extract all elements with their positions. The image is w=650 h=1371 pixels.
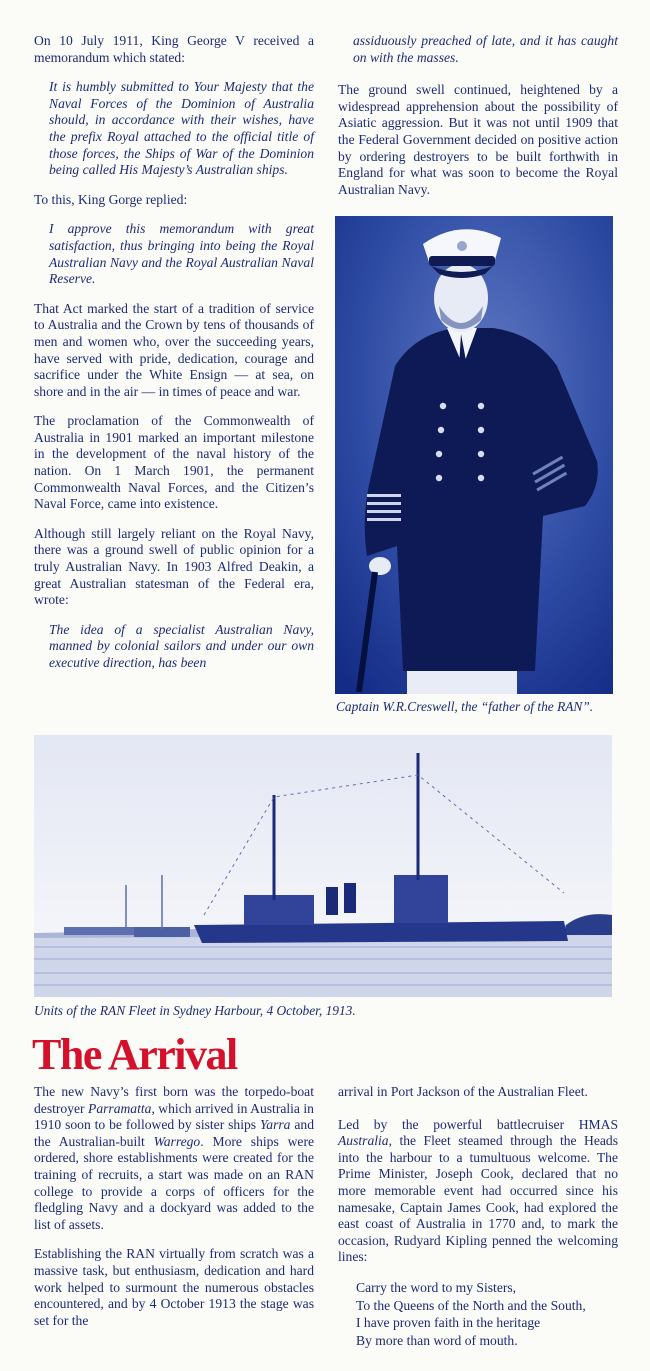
- tradition-paragraph: That Act marked the start of a tradition of service to Australia and the Crown by tens of thousands of men and women who, over the succeeding years, have served with pride, dedication, courage and sacrifice under the White Ensign — at sea, on shore and in the air — in times of peace and war.: [34, 300, 314, 399]
- captain-caption: Captain W.R.Creswell, the “father of the RAN”.: [336, 699, 594, 714]
- fleet-caption: Units of the RAN Fleet in Sydney Harbour, 4 October, 1913.: [34, 1003, 356, 1018]
- memo-intro: On 10 July 1911, King George V received a memorandum which stated:: [34, 33, 314, 65]
- verse-line: To the Queens of the North and the South,: [356, 1297, 586, 1313]
- text-run: . More ships were ordered, shore establishments were created for the training of recruits, a start was made on an RAN college to provide a corps of officers for the fledgling Navy and a dockyard was added to the list of assets.: [34, 1133, 315, 1232]
- memo-quote: It is humbly submitted to Your Majesty that the Naval Forces of the Dominion of Australia should, in accordance with their wishes, have the prefix Royal attached to the official title of those forces, the Ships of War of the Dominion being called His Majesty’s Australian ships.: [49, 79, 314, 178]
- text-run: and the Australian-built: [34, 1117, 314, 1149]
- ship-name: Parramatta: [88, 1100, 152, 1116]
- arrival-right-column: [338, 1084, 618, 1349]
- king-reply-quote: I approve this memorandum with great satisfaction, thus bringing into being the Royal Australian Navy and the Royal Australian Naval Reserve.: [49, 221, 314, 287]
- arrival-left-column: [34, 1084, 314, 1329]
- verse-line: I have proven faith in the heritage: [356, 1315, 541, 1331]
- captain-portrait: [335, 216, 613, 694]
- right-column: [338, 33, 618, 211]
- text-run: , the Fleet steamed through the Heads into the harbour to a tumultuous welcome. The Prime Minister, Joseph Cook, declared that no more memorable event had occurred since his namesake, Captain James Cook, had explored the east coast of Australia in 1770 and, to mark the occasion, Rudyard Kipling penned the welcoming lines:: [338, 1133, 618, 1265]
- deakin-quote: The idea of a specialist Australian Navy, manned by colonial sailors and under our own executive direction, has been: [49, 621, 314, 670]
- verse-line: By more than word of mouth.: [356, 1332, 518, 1348]
- section-heading: The Arrival: [32, 1030, 237, 1079]
- asiatic-paragraph: The ground swell continued, heightened by a widespread apprehension about the possibility of Asiatic aggression. But it was not until 1909 that the Federal Government decided on positive action by ordering destroyers to be built forthwith in England for what was soon to become the Royal Australian Navy.: [338, 82, 618, 197]
- ground-swell-paragraph: Although still largely reliant on the Royal Navy, there was a ground swell of public opinion for a truly Australian Navy. In 1903 Alfred Deakin, a great Australian statesman of the Federal era, wrote:: [34, 525, 314, 608]
- deakin-quote-continued: assiduously preached of late, and it has caught on with the masses.: [353, 33, 618, 65]
- port-jackson-paragraph: arrival in Port Jackson of the Australian Fleet.: [338, 1084, 588, 1099]
- first-born-paragraph: [34, 1084, 314, 1233]
- left-column: [34, 33, 314, 672]
- kipling-verse: [356, 1279, 618, 1349]
- ship-name: Australia: [338, 1133, 389, 1149]
- text-run: , which arrived in Australia in 1910 soon to be followed by sister ships: [34, 1100, 314, 1133]
- ship-name: Warrego: [153, 1133, 201, 1149]
- establishing-paragraph: Establishing the RAN virtually from scratch was a massive task, but enthusiasm, dedication and hard work helped to surmount the numerous obstacles encountered, and by 4 October 1913 the stage was set for the: [34, 1246, 314, 1328]
- commonwealth-paragraph: The proclamation of the Commonwealth of Australia in 1901 marked an important milestone in the development of the naval history of the nation. On 1 March 1901, the permanent Commonwealth Naval Forces, and the Citizen’s Naval Force, came into existence.: [34, 413, 314, 512]
- fleet-welcome-paragraph: [338, 1117, 618, 1266]
- text-run: The new Navy’s first born was the torpedo-boat destroyer: [34, 1084, 314, 1116]
- ship-name: Yarra: [259, 1117, 291, 1133]
- text-run: Led by the powerful battlecruiser HMAS: [338, 1116, 618, 1132]
- fleet-photo: [34, 735, 612, 997]
- king-reply-intro: To this, King Gorge replied:: [34, 191, 188, 207]
- verse-line: Carry the word to my Sisters,: [356, 1279, 517, 1295]
